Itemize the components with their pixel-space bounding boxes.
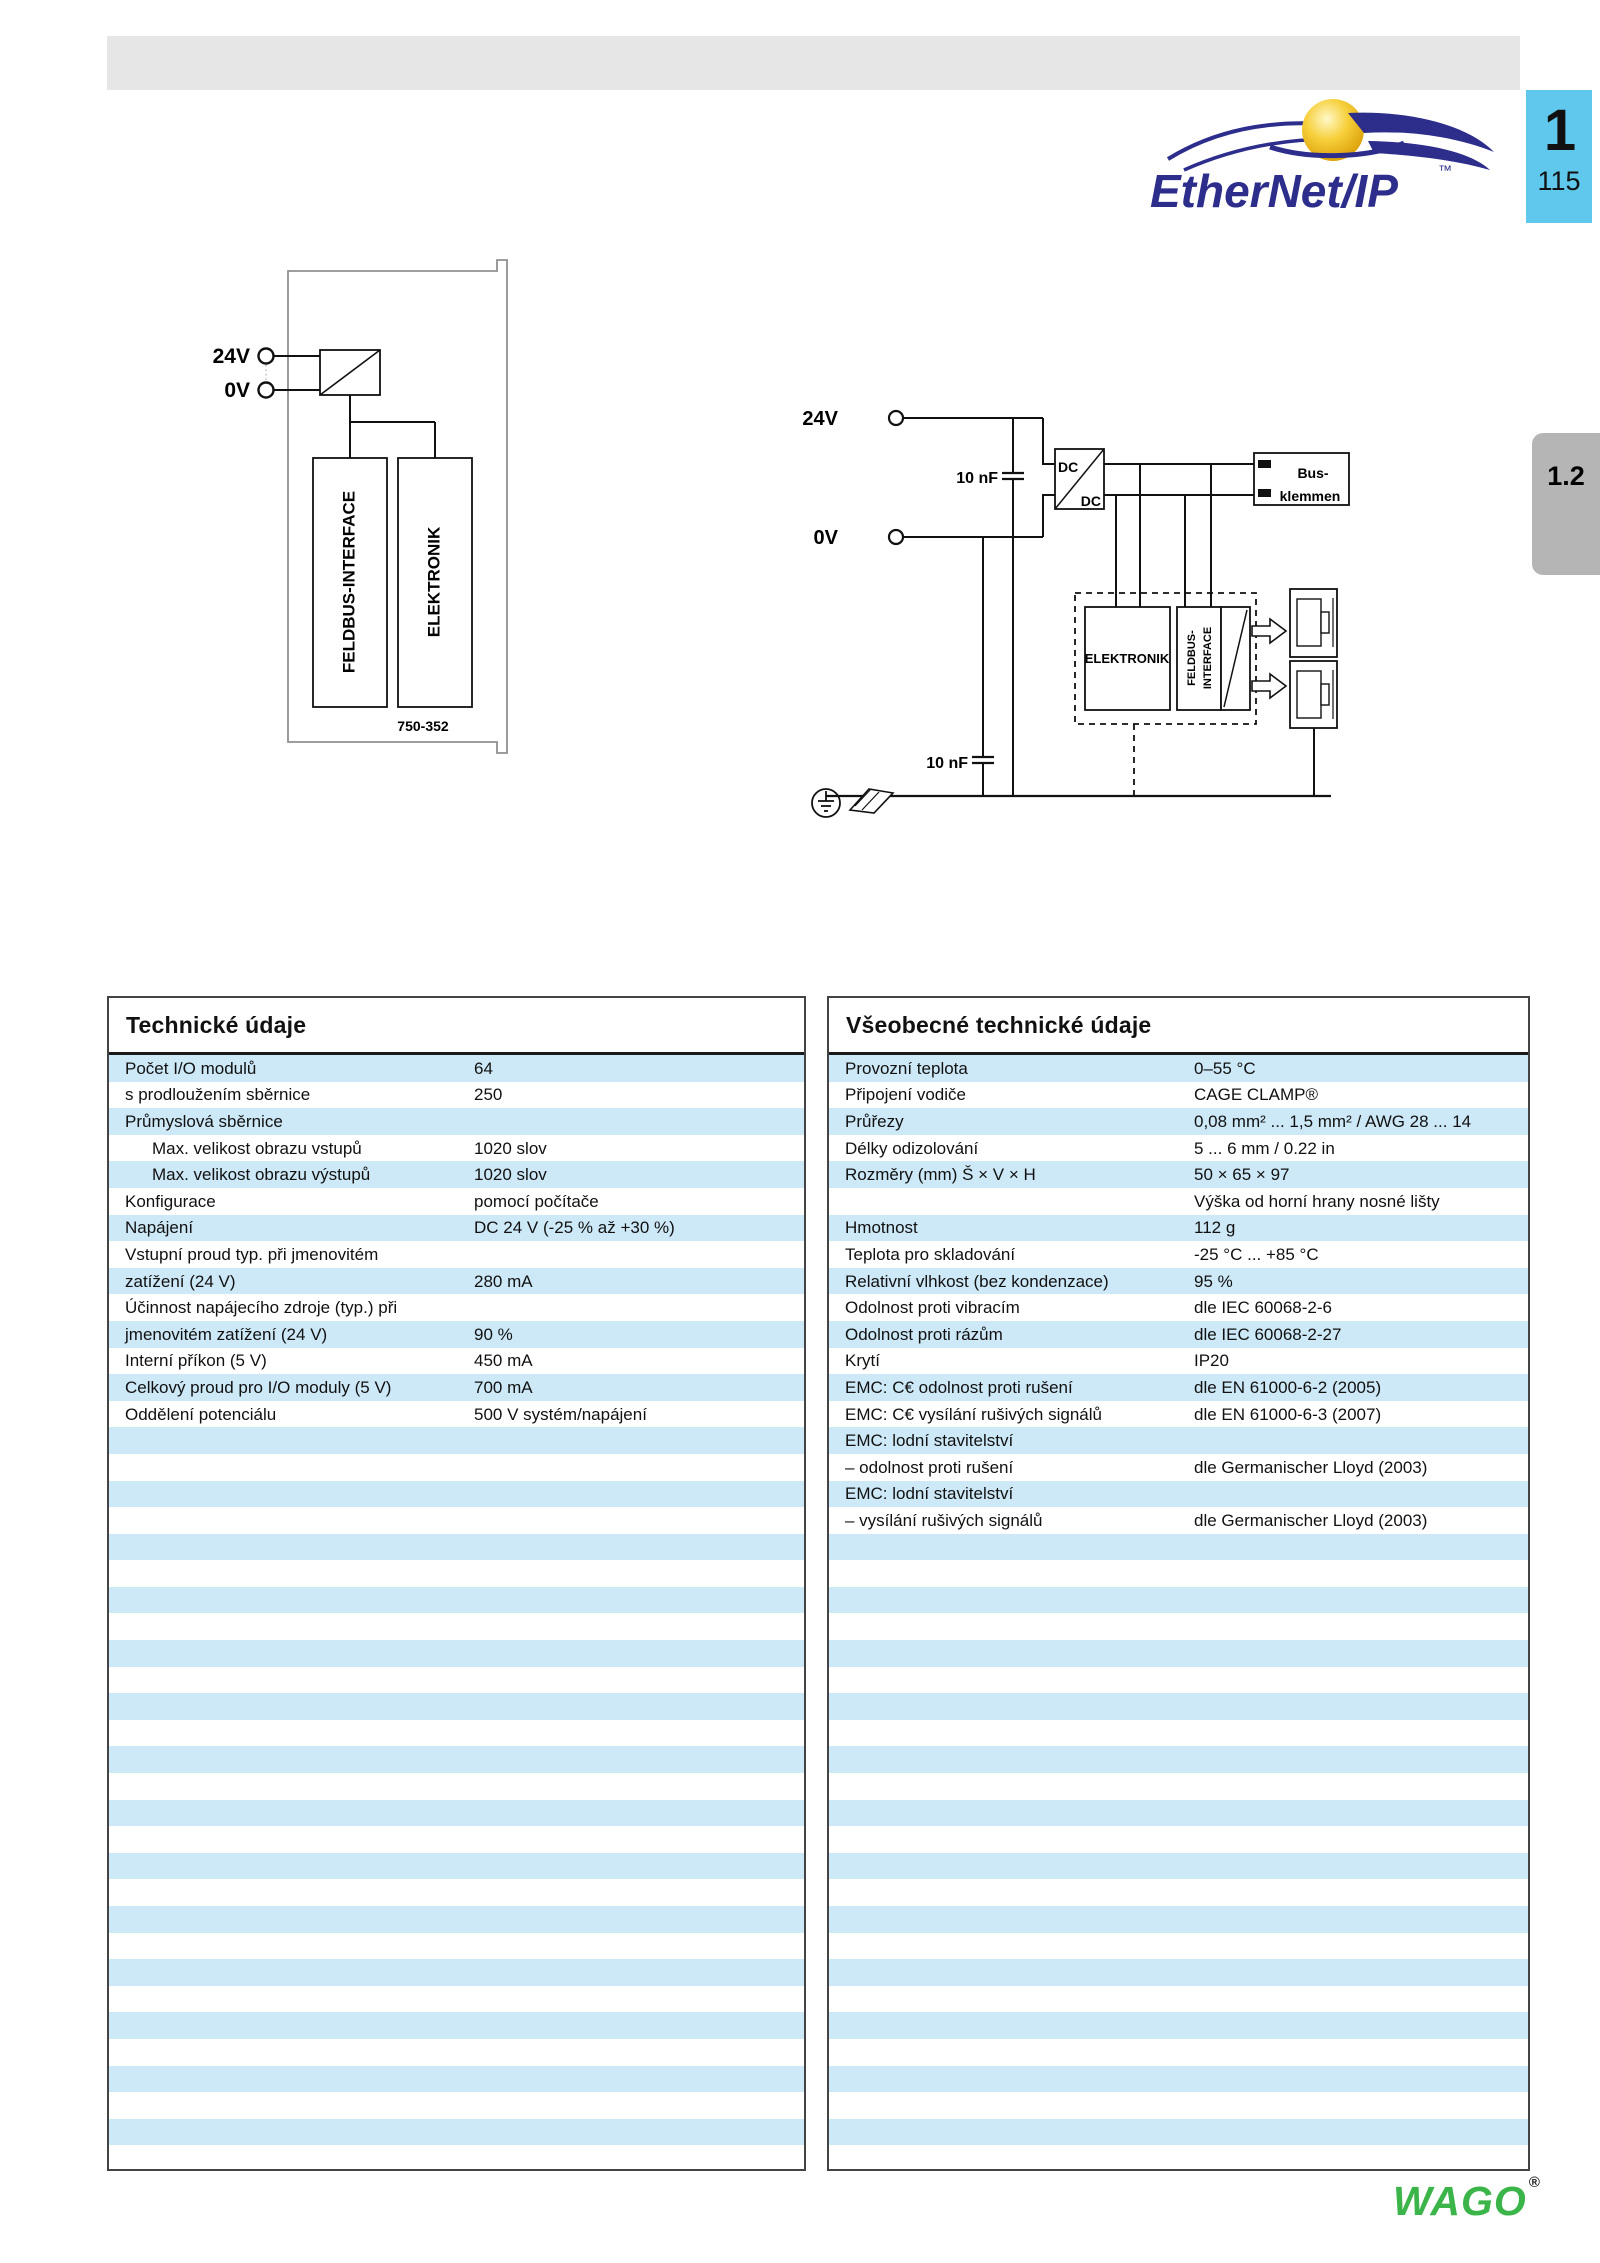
table-row <box>829 2039 1528 2066</box>
row-label: EMC: lodní stavitelství <box>845 1431 1014 1451</box>
table-row <box>109 1427 804 1454</box>
technical-data-table <box>107 996 806 2171</box>
table-row <box>109 1055 804 1082</box>
row-value: 1020 slov <box>474 1138 547 1158</box>
row-label: Relativní vlhkost (bez kondenzace) <box>845 1271 1109 1291</box>
table-row <box>829 1693 1528 1720</box>
table-row <box>109 1959 804 1986</box>
table-row <box>109 1640 804 1667</box>
row-value: 0,08 mm² ... 1,5 mm² / AWG 28 ... 14 <box>1194 1111 1472 1131</box>
table-row <box>829 1348 1528 1375</box>
table-row <box>109 1587 804 1614</box>
table-row <box>109 1481 804 1508</box>
table-row <box>109 1906 804 1933</box>
table-row <box>829 2119 1528 2146</box>
row-value: 0–55 °C <box>1194 1058 1256 1078</box>
label-24v: 24V <box>802 408 838 430</box>
row-value: Výška od horní hrany nosné lišty <box>1194 1191 1440 1211</box>
row-label: Napájení <box>125 1218 194 1238</box>
table-row <box>829 1800 1528 1827</box>
row-label: Krytí <box>845 1351 880 1371</box>
row-value: dle IEC 60068-2-6 <box>1194 1298 1332 1318</box>
table-row <box>829 1374 1528 1401</box>
table-row <box>829 1986 1528 2013</box>
row-value: 1020 slov <box>474 1165 547 1185</box>
cap2-label: 10 nF <box>926 755 968 772</box>
table-row <box>829 1481 1528 1508</box>
header-gray-bar <box>107 36 1520 90</box>
table-row <box>109 1188 804 1215</box>
table-row <box>829 1108 1528 1135</box>
table-row <box>109 2039 804 2066</box>
table-row <box>109 1933 804 1960</box>
feldbus-interface-label: FELDBUS-INTERFACE <box>339 490 359 674</box>
table-row <box>109 1401 804 1428</box>
table-row <box>829 1879 1528 1906</box>
table-row <box>829 1534 1528 1561</box>
table-row <box>109 1135 804 1162</box>
table-row <box>109 1667 804 1694</box>
table-row <box>109 1348 804 1375</box>
row-label: s prodloužením sběrnice <box>125 1085 311 1105</box>
row-label: Průřezy <box>845 1111 904 1131</box>
row-label: Max. velikost obrazu výstupů <box>152 1165 371 1185</box>
row-label: Rozměry (mm) Š × V × H <box>845 1165 1036 1185</box>
row-value: 5 ... 6 mm / 0.22 in <box>1194 1138 1335 1158</box>
table-row <box>829 1454 1528 1481</box>
rj45-jack-1-icon <box>1290 589 1337 657</box>
wago-wordmark: WAGO <box>1393 2178 1527 2224</box>
table-header <box>829 998 1528 1055</box>
row-label: Max. velikost obrazu vstupů <box>152 1138 362 1158</box>
table-title: Všeobecné technické údaje <box>846 1011 1152 1038</box>
table-row <box>109 1161 804 1188</box>
table-row <box>829 2012 1528 2039</box>
elektronik-label: ELEKTRONIK <box>424 526 444 638</box>
row-value: pomocí počítače <box>474 1191 599 1211</box>
row-label: – vysílání rušivých signálů <box>845 1510 1043 1530</box>
table-row <box>829 1507 1528 1534</box>
row-label: zatížení (24 V) <box>125 1271 236 1291</box>
table-row <box>109 1773 804 1800</box>
row-label: Vstupní proud typ. při jmenovitém <box>125 1244 379 1264</box>
rj45-jack-2-icon <box>1290 661 1337 728</box>
table-row <box>109 1986 804 2013</box>
table-row <box>109 1454 804 1481</box>
terminal-24v-icon <box>889 411 903 425</box>
row-value: dle IEC 60068-2-27 <box>1194 1324 1342 1344</box>
row-label: Odolnost proti vibracím <box>845 1298 1020 1318</box>
table-row <box>109 2119 804 2146</box>
table-row <box>109 1534 804 1561</box>
page-number: 115 <box>1537 166 1581 196</box>
table-row <box>109 1879 804 1906</box>
table-row <box>829 1613 1528 1640</box>
table-row <box>829 2092 1528 2119</box>
table-row <box>109 1294 804 1321</box>
row-label: Provozní teplota <box>845 1058 968 1078</box>
chapter-number: 1 <box>1543 98 1575 163</box>
table-row <box>829 1560 1528 1587</box>
bus-label-line1: Bus- <box>1297 465 1329 481</box>
table-row <box>829 1241 1528 1268</box>
row-value: 450 mA <box>474 1351 533 1371</box>
table-row <box>109 1720 804 1747</box>
dc-bottom-label: DC <box>1080 493 1101 509</box>
row-label: Odolnost proti rázům <box>845 1324 1003 1344</box>
row-label: Účinnost napájecího zdroje (typ.) při <box>125 1298 398 1318</box>
table-row <box>109 2066 804 2093</box>
table-row <box>829 1321 1528 1348</box>
trademark-symbol: ™ <box>1438 162 1452 178</box>
label-24v: 24V <box>212 345 250 368</box>
table-row <box>829 1188 1528 1215</box>
row-value: dle Germanischer Lloyd (2003) <box>1194 1510 1428 1530</box>
table-row <box>109 1241 804 1268</box>
earth-symbol-icon <box>812 789 840 817</box>
row-value: dle Germanischer Lloyd (2003) <box>1194 1457 1428 1477</box>
row-value: 95 % <box>1194 1271 1233 1291</box>
cap1-label: 10 nF <box>956 470 998 487</box>
table-title: Technické údaje <box>126 1011 307 1038</box>
table-row <box>109 1507 804 1534</box>
row-value: 112 g <box>1194 1218 1236 1238</box>
table-row <box>829 1294 1528 1321</box>
row-value: 90 % <box>474 1324 513 1344</box>
table-row <box>829 1667 1528 1694</box>
ethernetip-wordmark: EtherNet/IP <box>1150 165 1398 217</box>
registered-symbol: ® <box>1528 2174 1540 2191</box>
row-value: 700 mA <box>474 1377 533 1397</box>
general-technical-data-table <box>827 996 1530 2171</box>
row-label: EMC: lodní stavitelství <box>845 1484 1014 1504</box>
table-row <box>829 1826 1528 1853</box>
table-row <box>829 1215 1528 1242</box>
table-row <box>109 1108 804 1135</box>
row-label: EMC: C€ vysílání rušivých signálů <box>845 1404 1102 1424</box>
terminal-0v-icon <box>889 530 903 544</box>
table-row <box>109 1853 804 1880</box>
table-row <box>109 1800 804 1827</box>
table-row <box>829 1135 1528 1162</box>
table-row <box>829 2145 1528 2172</box>
feldbus-label-line1: FELDBUS- <box>1185 630 1198 686</box>
row-value: DC 24 V (-25 % až +30 %) <box>474 1218 675 1238</box>
ethernetip-logo <box>1140 85 1500 225</box>
table-rows <box>109 1055 804 2172</box>
row-label: Délky odizolování <box>845 1138 979 1158</box>
label-0v: 0V <box>224 379 250 402</box>
table-row <box>829 1055 1528 1082</box>
table-row <box>829 1773 1528 1800</box>
table-rows <box>829 1055 1528 2172</box>
bus-pad-top-icon <box>1258 460 1271 468</box>
row-label: Oddělení potenciálu <box>125 1404 277 1424</box>
bus-label-line2: klemmen <box>1279 488 1341 504</box>
section-tab[interactable] <box>1532 433 1600 575</box>
arrow-port2-icon <box>1252 674 1286 698</box>
page-number-badge <box>1526 90 1592 223</box>
label-0v: 0V <box>813 527 838 549</box>
row-label: Průmyslová sběrnice <box>125 1111 283 1131</box>
row-value: dle EN 61000-6-2 (2005) <box>1194 1377 1382 1397</box>
row-value: 50 × 65 × 97 <box>1194 1165 1290 1185</box>
elektronik-label: ELEKTRONIK <box>1084 651 1170 666</box>
wago-logo <box>1393 2174 1540 2225</box>
bus-pad-bottom-icon <box>1258 489 1271 497</box>
table-row <box>109 1613 804 1640</box>
table-row <box>109 2145 804 2172</box>
row-label: Počet I/O modulů <box>125 1058 257 1078</box>
table-row <box>829 1853 1528 1880</box>
table-row <box>109 2012 804 2039</box>
table-row <box>829 1587 1528 1614</box>
table-row <box>109 1082 804 1109</box>
row-value: -25 °C ... +85 °C <box>1194 1244 1319 1264</box>
din-rail-icon <box>850 789 893 813</box>
table-row <box>109 1560 804 1587</box>
row-label: EMC: C€ odolnost proti rušení <box>845 1377 1073 1397</box>
feldbus-interface-block <box>1177 607 1221 710</box>
table-header <box>109 998 804 1055</box>
table-row <box>109 1693 804 1720</box>
table-row <box>829 1959 1528 1986</box>
row-value: CAGE CLAMP® <box>1194 1085 1318 1105</box>
table-row <box>109 2092 804 2119</box>
table-row <box>829 1427 1528 1454</box>
table-row <box>829 1161 1528 1188</box>
table-row <box>829 1720 1528 1747</box>
table-row <box>829 1082 1528 1109</box>
arrow-port1-icon <box>1252 619 1286 643</box>
row-value: dle EN 61000-6-3 (2007) <box>1194 1404 1382 1424</box>
row-value: 64 <box>474 1058 493 1078</box>
row-value: 280 mA <box>474 1271 533 1291</box>
table-row <box>829 1640 1528 1667</box>
table-row <box>109 1374 804 1401</box>
module-block-diagram <box>190 245 540 765</box>
table-row <box>829 1906 1528 1933</box>
dc-top-label: DC <box>1058 459 1079 475</box>
row-value: 250 <box>474 1085 503 1105</box>
terminal-24v-icon <box>259 349 274 364</box>
table-row <box>829 1746 1528 1773</box>
globe-swoosh-icon <box>1168 99 1494 170</box>
table-row <box>109 1826 804 1853</box>
row-label: Celkový proud pro I/O moduly (5 V) <box>125 1377 392 1397</box>
table-row <box>109 1215 804 1242</box>
row-label: Připojení vodiče <box>845 1085 966 1105</box>
row-value: IP20 <box>1194 1351 1229 1371</box>
item-number-label: 750-352 <box>397 718 449 734</box>
row-label: jmenovitém zatížení (24 V) <box>125 1324 328 1344</box>
row-label: Interní příkon (5 V) <box>125 1351 267 1371</box>
table-row <box>829 1268 1528 1295</box>
terminal-0v-icon <box>259 383 274 398</box>
wiring-schematic <box>780 395 1360 820</box>
feldbus-label-line2: INTERFACE <box>1201 626 1214 690</box>
row-label: Konfigurace <box>125 1191 216 1211</box>
row-label: Hmotnost <box>845 1218 918 1238</box>
row-label: Teplota pro skladování <box>845 1244 1016 1264</box>
table-row <box>109 1321 804 1348</box>
row-label: – odolnost proti rušení <box>845 1457 1014 1477</box>
table-row <box>109 1268 804 1295</box>
table-row <box>829 1401 1528 1428</box>
table-row <box>109 1746 804 1773</box>
table-row <box>829 1933 1528 1960</box>
section-tab-label: 1.2 <box>1547 461 1585 491</box>
row-value: 500 V systém/napájení <box>474 1404 647 1424</box>
table-row <box>829 2066 1528 2093</box>
